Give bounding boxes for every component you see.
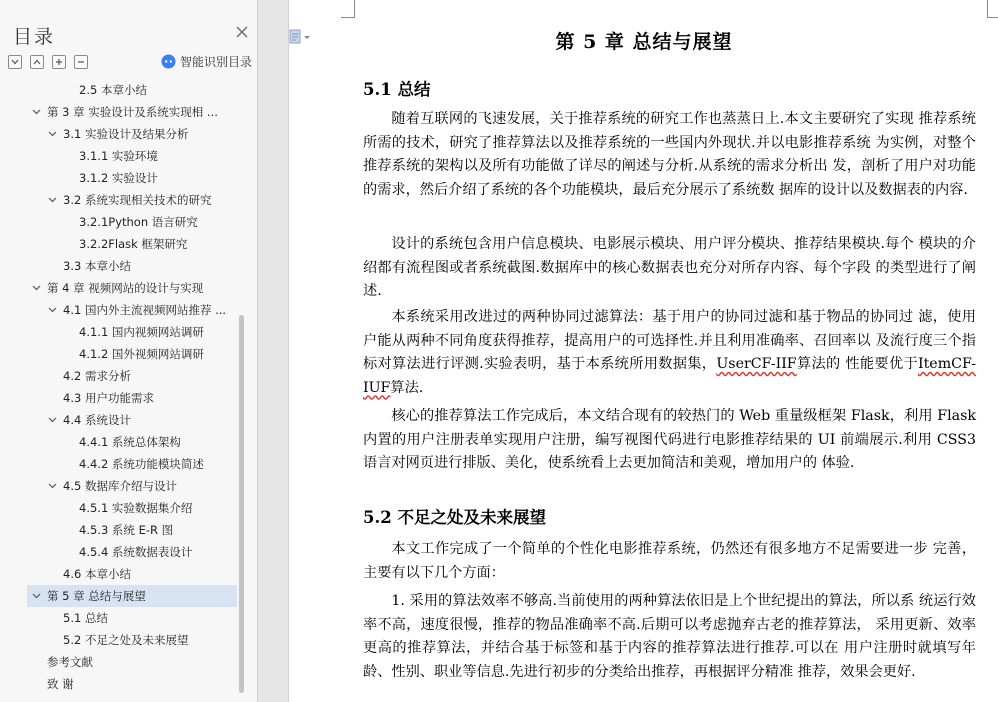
expand-up-icon[interactable] [30,55,44,69]
section-heading-5-1: 5.1 总结 [363,80,431,99]
toc-item-label: 3.2.1Python 语言研究 [79,215,198,229]
page-corner-mark [341,0,355,18]
paragraph [363,306,976,400]
sidebar-title: 目录 [13,26,56,48]
toc-item-label: 4.4.1 系统总体架构 [79,435,181,449]
chevron-down-icon[interactable] [47,189,57,211]
toc-item-label: 4.5 数据库介绍与设计 [63,479,177,493]
paragraph: 核心的推荐算法工作完成后，本文结合现有的较热门的 Web 重量级框架 Flask，利用 Flask 内置的用户注册表单实现用户注册，编写视图代码进行电影推荐结果的 UI 前端展示.利用 CSS3 语言对网页进行排版、美化，使系统看上去更加简洁和美观，增加用户的 体验. [363,408,976,472]
add-heading-icon[interactable] [52,55,66,69]
toc-item-label: 4.5.1 实验数据集介绍 [79,501,193,515]
chevron-down-icon[interactable] [47,299,57,321]
smart-detect-icon [161,54,176,69]
toc-item-label: 4.5.4 系统数据表设计 [79,545,193,559]
chevron-down-icon[interactable] [47,123,57,145]
toc-item-label: 4.3 用户功能需求 [63,391,154,405]
smart-detect-toc-button[interactable] [161,53,252,70]
toc-item-label: 参考文献 [47,655,93,669]
toc-item-label: 第 4 章 视频网站的设计与实现 [47,281,204,295]
toc-item-label: 第 3 章 实验设计及系统实现相 ... [47,105,218,119]
sidebar-scrollbar[interactable] [239,315,244,693]
collapse-all-icon[interactable] [8,55,22,69]
remove-heading-icon[interactable] [74,55,88,69]
chapter-title: 第 5 章 总结与展望 [555,31,733,53]
page-corner-mark [987,0,998,18]
toc-item-label: 5.2 不足之处及未来展望 [63,633,189,647]
chevron-down-icon[interactable] [47,409,57,431]
toc-toolbar [8,55,88,69]
toc-item-label: 3.1.1 实验环境 [79,149,158,163]
chevron-down-icon[interactable] [31,585,41,607]
toc-item-label: 3.3 本章小结 [63,259,131,273]
toc-item-label: 4.2 需求分析 [63,369,131,383]
toc-item-label: 4.6 本章小结 [63,567,131,581]
document-page[interactable] [288,0,998,702]
toc-item-label: 4.1.1 国内视频网站调研 [79,325,204,339]
toc-item-label: 3.1.2 实验设计 [79,171,158,185]
section-heading-5-2: 5.2 不足之处及未来展望 [363,508,546,527]
close-icon[interactable] [234,24,250,40]
paragraph-text: 本系统采用改进过的两种协同过滤算法：基于用户的协同过滤和基于物品的协同过 滤，使用户能从两种不同角度获得推荐，提高用户的可选择性.并且利用准确率、召回率以 及流行度三个指标对算法进行评测.实验表明，基于本系统所用数据集， [363,309,976,373]
toc-item-label: 致 谢 [47,677,74,691]
document-options-icon[interactable] [289,29,313,45]
paragraph: 1. 采用的算法效率不够高.当前使用的两种算法依旧是上个世纪提出的算法，所以系 统运行效率不高，速度很慢，推荐的物品准确率不高.后期可以考虑抛弃古老的推荐算法， 采用更新、效率更高的推荐算法，并结合基于标签和基于内容的推荐算法进行推荐.可以在 用户注册时就填写年龄、性别、职业等信息.先进行初步的分类给出推荐，再根据评分精准 推荐，效果会更好. [363,593,976,680]
toc-item-label: 3.1 实验设计及结果分析 [63,127,189,141]
toc-item-label: 4.4 系统设计 [63,413,131,427]
toc-item-label: 4.5.3 系统 E-R 图 [79,523,174,537]
paragraph: 随着互联网的飞速发展，关于推荐系统的研究工作也蒸蒸日上.本文主要研究了实现 推荐系统所需的技术，研究了推荐算法以及推荐系统的一些国内外现状.并以电影推荐系统 为实例，对整个推荐系统的架构以及所有功能做了详尽的阐述与分析.从系统的需求分析出 发，剖析了用户对功能的需求，然后介绍了系统的各个功能模块，最后充分展示了系统数 据库的设计以及数据表的内容. [363,111,976,198]
toc-item-label: 4.1 国内外主流视频网站推荐 ... [63,303,227,317]
chevron-down-icon[interactable] [31,101,41,123]
spell-underlined-term: UserCF-IIF [716,356,797,373]
toc-item-label: 第 5 章 总结与展望 [47,589,146,603]
toc-item-label: 3.2 系统实现相关技术的研究 [63,193,212,207]
paragraph: 本文工作完成了一个简单的个性化电影推荐系统，仍然还有很多地方不足需要进一步 完善，主要有以下几个方面： [363,541,976,581]
paragraph-text: 算法. [390,379,424,396]
toc-list [0,79,244,699]
toc-item-label: 4.4.2 系统功能模块简述 [79,457,204,471]
chevron-down-icon[interactable] [47,475,57,497]
paragraph: 设计的系统包含用户信息模块、电影展示模块、用户评分模块、推荐结果模块.每个 模块的介绍都有流程图或者系统截图.数据库中的核心数据表也充分对所存内容、每个字段 的类型进行了阐述. [363,236,976,300]
chevron-down-icon[interactable] [31,277,41,299]
toc-item-label: 3.2.2Flask 框架研究 [79,237,188,251]
toc-item-label: 4.1.2 国外视频网站调研 [79,347,204,361]
toc-item-label: 2.5 本章小结 [79,83,147,97]
paragraph-text: 算法的 性能要优于 [796,356,918,373]
spell-underlined-term: ItemCF-IUF [363,356,977,396]
toc-item-label: 5.1 总结 [63,611,108,625]
toc-sidebar [0,0,258,702]
smart-detect-label: 智能识别目录 [180,55,253,69]
